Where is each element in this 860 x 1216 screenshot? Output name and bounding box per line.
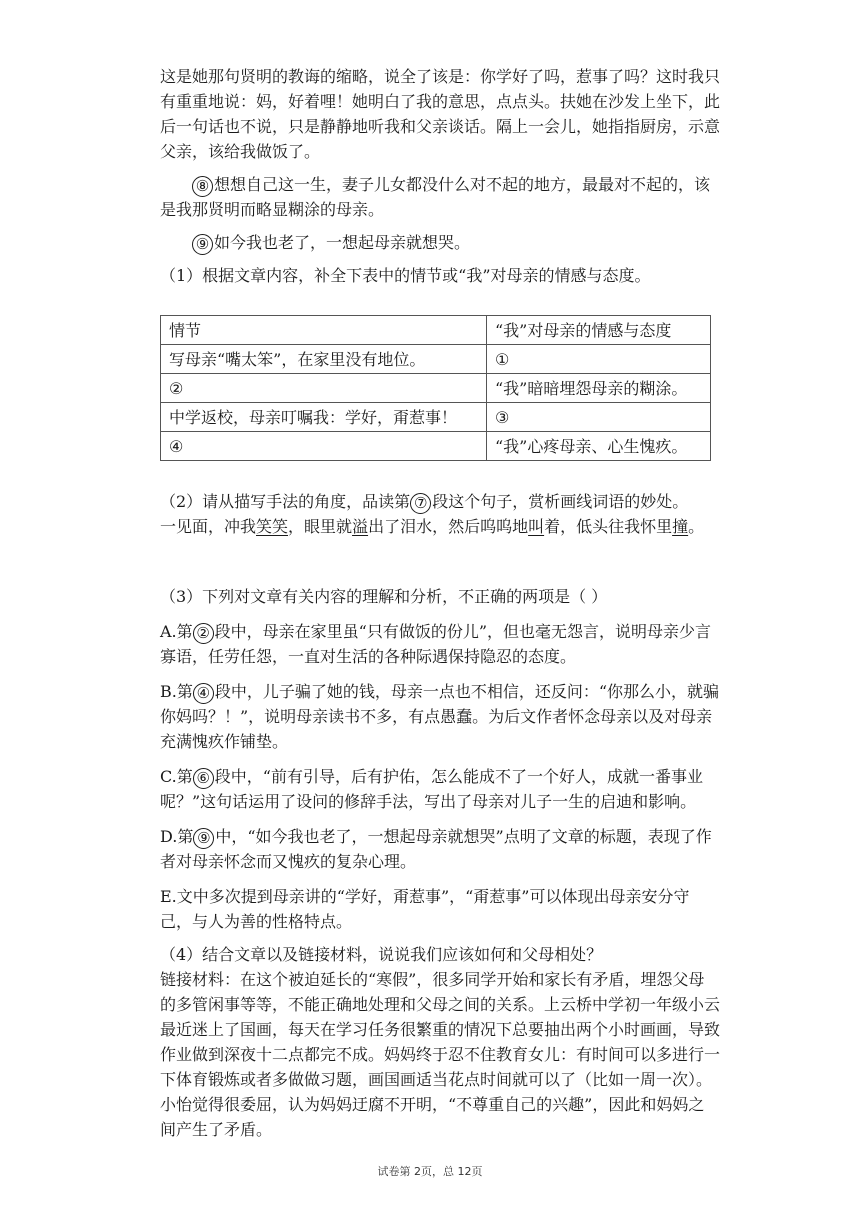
paragraph-number-2: ② [193, 623, 214, 644]
question-4-material: 链接材料：在这个被迫延长的“寒假”，很多同学开始和家长有矛盾，埋怨父母的多管闲事等等，不能正确地处理和父母之间的关系。上云桥中学初一年级小云最近迷上了国画，每天在学习任务很繁重的情况下总要抽出两个小时画画，导致作业做到深夜十二点都完不成。妈妈终于忍不住教育女儿：有时间可以多进行一下体育锻炼或者多做做习题，画国画适当花点时间就可以了（比如一周一次）。小怡觉得很委屈，认为妈妈迂腐不开明，“不尊重自己的兴趣”，因此和妈妈之间产生了矛盾。 [160, 970, 721, 1139]
question-3-option-d [160, 824, 720, 874]
table-row [161, 345, 711, 374]
table-header-plot: 情节 [161, 316, 487, 345]
table-cell-emotion: ① [487, 345, 711, 374]
underlined-word: 撞 [672, 517, 689, 536]
option-text: 段中，“前有引导，后有护佑，怎么能成不了一个好人，成就一番事业呢？”这句话运用了设问的修辞手法，写出了母亲对儿子一生的启迪和影响。 [160, 767, 703, 811]
question-3-option-a [160, 619, 720, 669]
table-cell-plot: ④ [161, 432, 487, 461]
option-text: 段中，儿子骗了她的钱，母亲一点也不相信，还反问：“你那么小，就骗你妈吗？！”，说明母亲读书不多，有点愚蠢。为后文作者怀念母亲以及对母亲充满愧疚作铺垫。 [160, 682, 720, 751]
paragraph-8-text: 想想自己这一生，妻子儿女都没什么对不起的地方，最最对不起的，该是我那贤明而略显糊涂的母亲。 [160, 175, 711, 219]
table-cell-emotion: ③ [487, 403, 711, 432]
page-footer: 试卷第 2页，总 12页 [377, 1165, 483, 1178]
table-cell-plot: 中学返校，母亲叮嘱我：学好，甭惹事！ [161, 403, 487, 432]
option-text: 中，“如今我也老了，一想起母亲就想哭”点明了文章的标题，表现了作者对母亲怀念而又愧疚的复杂心理。 [160, 827, 712, 871]
sentence-fragment: 出了泪水，然后呜呜地 [368, 517, 529, 536]
paragraph-number-8: ⑧ [192, 176, 213, 197]
table-cell-plot: 写母亲“嘴太笨”，在家里没有地位。 [161, 345, 487, 374]
sentence-fragment: 一见面，冲我 [160, 517, 257, 536]
option-label: C.第 [160, 767, 193, 786]
exam-page-body [160, 64, 720, 1142]
table-row [161, 374, 711, 403]
question-2-prompt-part1: （2）请从描写手法的角度，品读第 [160, 492, 411, 511]
passage-paragraph-9 [160, 230, 720, 255]
question-2-prompt-part2: 段这个句子，赏析画线词语的妙处。 [432, 492, 689, 511]
passage-paragraph-8 [160, 172, 720, 222]
sentence-fragment: ，眼里就 [288, 517, 353, 536]
underlined-word: 溢 [352, 517, 369, 536]
question-3-prompt: （3）下列对文章有关内容的理解和分析，不正确的两项是（ ） [160, 587, 608, 606]
option-label: A.第 [160, 622, 193, 641]
table-cell-plot: ② [161, 374, 487, 403]
question-3-option-e: E.文中多次提到母亲讲的“学好，甭惹事”，“甭惹事”可以体现出母亲安分守己，与人为善的性格特点。 [160, 887, 690, 931]
question-2-sentence [160, 514, 720, 539]
table-row [161, 432, 711, 461]
question-1-prompt: （1）根据文章内容，补全下表中的情节或“我”对母亲的情感与态度。 [160, 266, 651, 285]
paragraph-number-9: ⑨ [193, 828, 214, 849]
paragraph-number-6: ⑥ [193, 768, 214, 789]
table-cell-emotion: “我”心疼母亲、心生愧疚。 [487, 432, 711, 461]
question-2-prompt [160, 489, 720, 514]
sentence-fragment: 。 [688, 517, 705, 536]
question-3-option-c [160, 764, 720, 814]
option-label: B.第 [160, 682, 193, 701]
table-cell-emotion: “我”暗暗埋怨母亲的糊涂。 [487, 374, 711, 403]
paragraph-number-9: ⑨ [192, 234, 213, 255]
question-4-prompt: （4）结合文章以及链接材料，说说我们应该如何和父母相处？ [160, 945, 603, 964]
passage-paragraph-top: 这是她那句贤明的教诲的缩略，说全了该是：你学好了吗，惹事了吗？这时我只有重重地说：妈，好着哩！她明白了我的意思，点点头。扶她在沙发上坐下，此后一句话也不说，只是静静地听我和父亲谈话。隔上一会儿，她指指厨房，示意父亲，该给我做饭了。 [160, 67, 721, 161]
table-header-row [161, 316, 711, 345]
option-label: D.第 [160, 827, 194, 846]
option-text: 段中，母亲在家里虽“只有做饭的份儿”，但也毫无怨言，说明母亲少言寡语，任劳任怨，一直对生活的各种际遇保持隐忍的态度。 [160, 622, 712, 666]
question-3-option-b [160, 679, 720, 754]
table-header-emotion: “我”对母亲的情感与态度 [487, 316, 711, 345]
table-row [161, 403, 711, 432]
sentence-fragment: 着，低头往我怀里 [544, 517, 673, 536]
paragraph-number-7: ⑦ [410, 493, 431, 514]
paragraph-number-4: ④ [193, 683, 214, 704]
underlined-word: 笑笑 [256, 517, 289, 536]
paragraph-9-text: 如今我也老了，一想起母亲就想哭。 [214, 233, 471, 252]
plot-emotion-table [160, 315, 711, 461]
underlined-word: 叫 [528, 517, 545, 536]
